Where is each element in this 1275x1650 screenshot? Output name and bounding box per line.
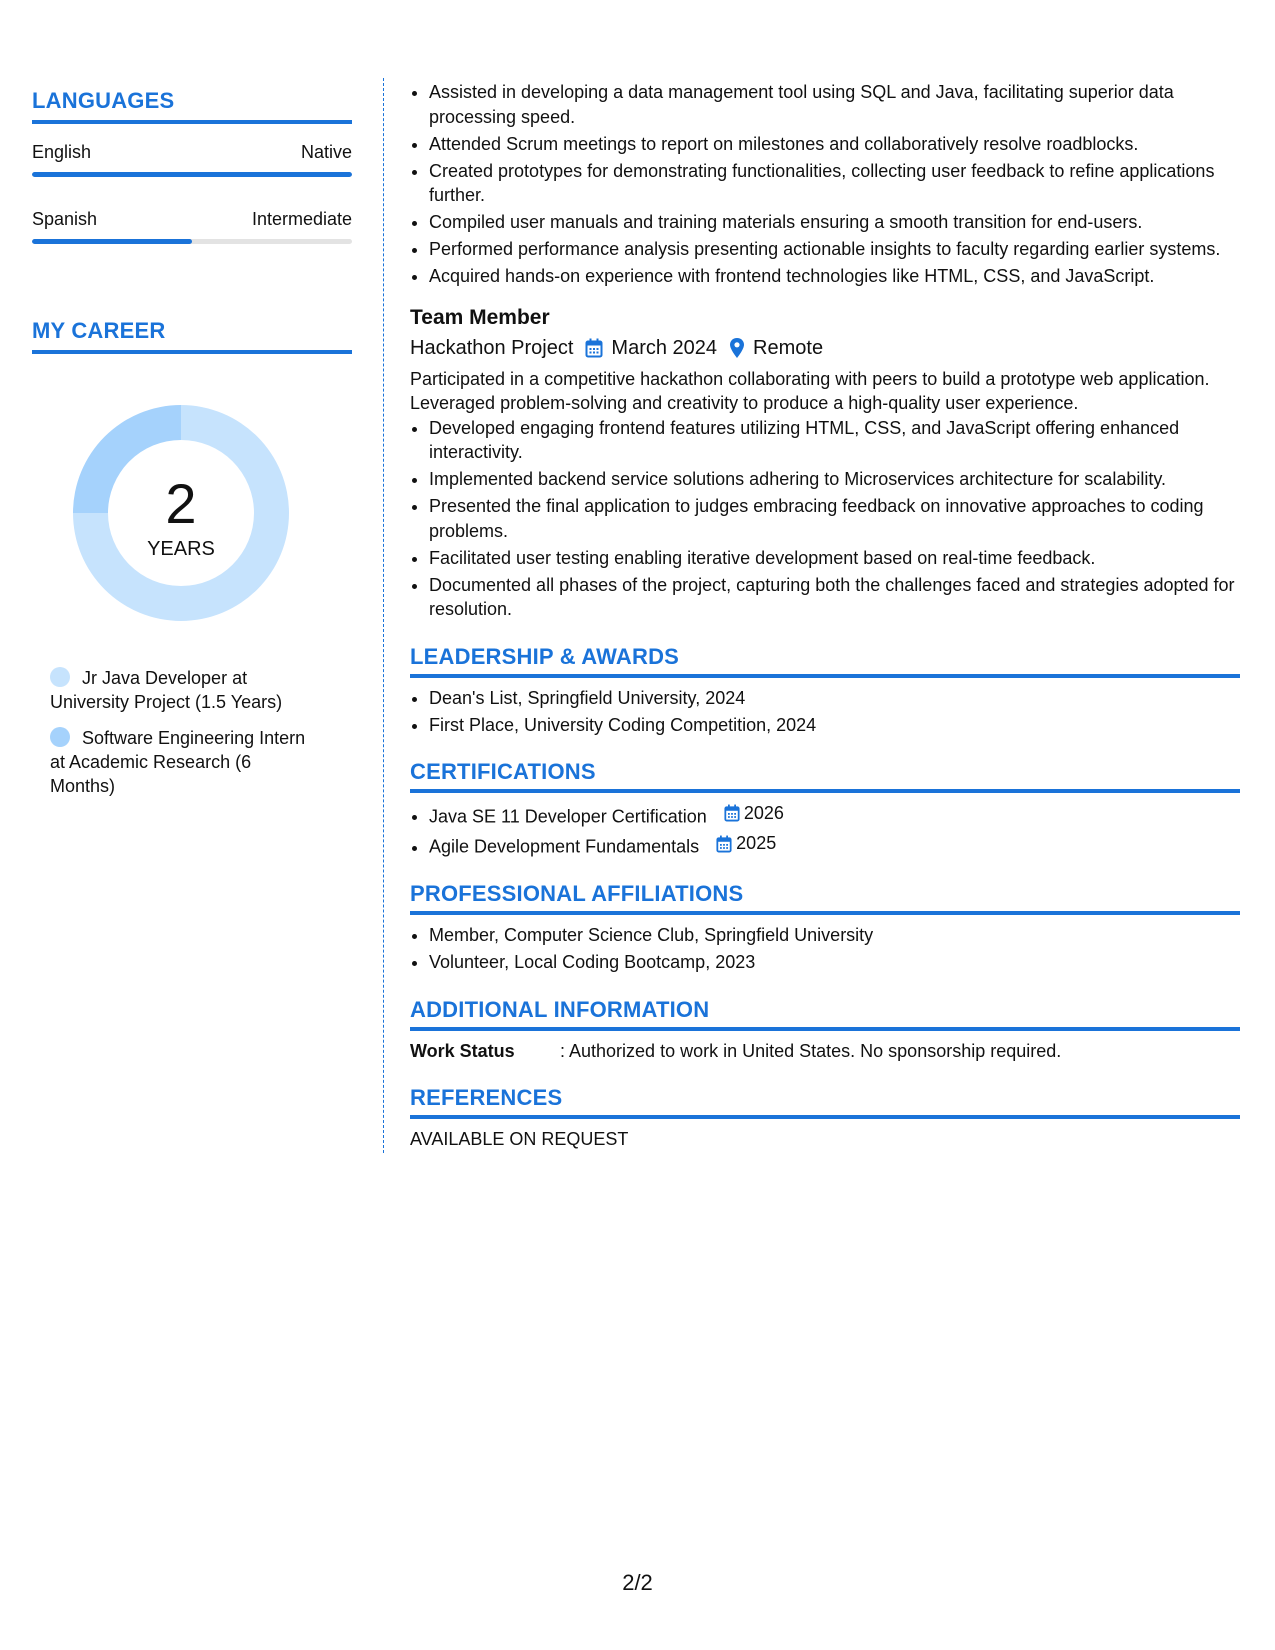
additional-info-heading: ADDITIONAL INFORMATION	[410, 997, 1240, 1031]
job-company: Hackathon Project	[410, 336, 574, 359]
work-status-row	[410, 1039, 1240, 1064]
certification-name: Agile Development Fundamentals	[429, 836, 700, 857]
calendar-icon	[724, 804, 740, 822]
affiliations-list	[410, 923, 1240, 975]
job-title: Team Member	[410, 305, 550, 329]
list-item: • Performed performance analysis presenting actionable insights to faculty regarding earlier systems.	[429, 237, 1240, 262]
list-item: • Acquired hands-on experience with frontend technologies like HTML, CSS, and JavaScript.	[429, 264, 1240, 289]
language-level: Intermediate	[251, 209, 352, 229]
career-total-number: 2	[165, 472, 197, 535]
language-name: Spanish	[32, 209, 98, 229]
language-proficiency-fill	[32, 239, 192, 244]
location-pin-icon	[729, 337, 745, 359]
career-legend-item	[50, 726, 320, 798]
certification-year: 2026	[743, 803, 784, 823]
career-donut-chart	[66, 398, 296, 628]
career-total-unit: YEARS	[147, 538, 215, 560]
list-item: • Created prototypes for demonstrating functionalities, collecting user feedback to refine applications further.	[429, 159, 1240, 208]
work-status-value: : Authorized to work in United States. No sponsorship required.	[560, 1040, 1062, 1061]
leadership-heading: LEADERSHIP & AWARDS	[410, 644, 1240, 678]
list-item: • Attended Scrum meetings to report on milestones and collaboratively resolve roadblocks.	[429, 132, 1240, 157]
career-legend-item	[50, 666, 320, 714]
language-proficiency-fill	[32, 172, 352, 177]
page-number: 2/2	[622, 1570, 653, 1595]
work-status-label: Work Status	[410, 1040, 515, 1061]
job-meta	[410, 335, 1240, 361]
language-item-english	[32, 142, 352, 177]
leadership-list	[410, 686, 1240, 738]
language-name: English	[32, 142, 92, 162]
list-item: • Developed engaging frontend features utilizing HTML, CSS, and JavaScript offering enhanced interactivity.	[429, 416, 1240, 465]
language-proficiency-bar	[32, 172, 352, 177]
language-proficiency-bar	[32, 239, 352, 244]
list-item	[429, 831, 1240, 859]
list-item: • Compiled user manuals and training materials ensuring a smooth transition for end-users.	[429, 210, 1240, 235]
list-item: • Implemented backend service solutions adhering to Microservices architecture for scalability.	[429, 467, 1240, 492]
career-legend-label: Jr Java Developer at University Project (1.5 Years)	[50, 668, 283, 712]
career-heading: MY CAREER	[32, 318, 352, 354]
list-item: • Dean's List, Springfield University, 2024	[429, 686, 1240, 711]
affiliations-heading: PROFESSIONAL AFFILIATIONS	[410, 881, 1240, 915]
languages-heading: LANGUAGES	[32, 88, 352, 124]
calendar-icon	[585, 338, 603, 358]
list-item: • Member, Computer Science Club, Springfield University	[429, 923, 1240, 948]
certification-name: Java SE 11 Developer Certification	[429, 806, 707, 827]
certification-date	[724, 801, 784, 826]
career-legend-label: Software Engineering Intern at Academic Research (6 Months)	[50, 728, 306, 796]
job-description: Participated in a competitive hackathon collaborating with peers to build a prototype web application. Leveraged problem-solving and creativity to produce a high-quality user experience.	[410, 368, 1210, 413]
list-item: • Assisted in developing a data management tool using SQL and Java, facilitating superior data processing speed.	[429, 80, 1240, 129]
donut-center	[66, 398, 296, 628]
references-heading: REFERENCES	[410, 1085, 1240, 1119]
right-column	[410, 80, 1240, 1152]
language-level: Native	[300, 142, 352, 162]
job-location: Remote	[753, 336, 824, 359]
list-item: • Presented the final application to judges embracing feedback on innovative approaches to coding problems.	[429, 494, 1240, 543]
column-divider	[383, 78, 384, 1153]
career-legend	[50, 666, 320, 798]
references-text: AVAILABLE ON REQUEST	[410, 1129, 629, 1149]
certification-year: 2025	[736, 833, 777, 854]
list-item: • First Place, University Coding Competition, 2024	[429, 713, 1240, 738]
list-item: • Documented all phases of the project, capturing both the challenges faced and strategies adopted for resolution.	[429, 573, 1240, 622]
job-date: March 2024	[611, 336, 718, 359]
legend-dot-icon	[50, 727, 70, 747]
certification-date	[716, 831, 776, 856]
list-item: • Volunteer, Local Coding Bootcamp, 2023	[429, 950, 1240, 975]
language-item-spanish	[32, 209, 352, 244]
list-item: • Facilitated user testing enabling iterative development based on real-time feedback.	[429, 546, 1240, 571]
left-column	[32, 88, 352, 810]
previous-job-bullets	[410, 80, 1240, 289]
calendar-icon	[716, 835, 732, 853]
legend-dot-icon	[50, 667, 70, 687]
list-item	[429, 801, 1240, 829]
certifications-heading: CERTIFICATIONS	[410, 759, 1240, 793]
certifications-list	[410, 801, 1240, 859]
job-bullets	[410, 416, 1240, 622]
